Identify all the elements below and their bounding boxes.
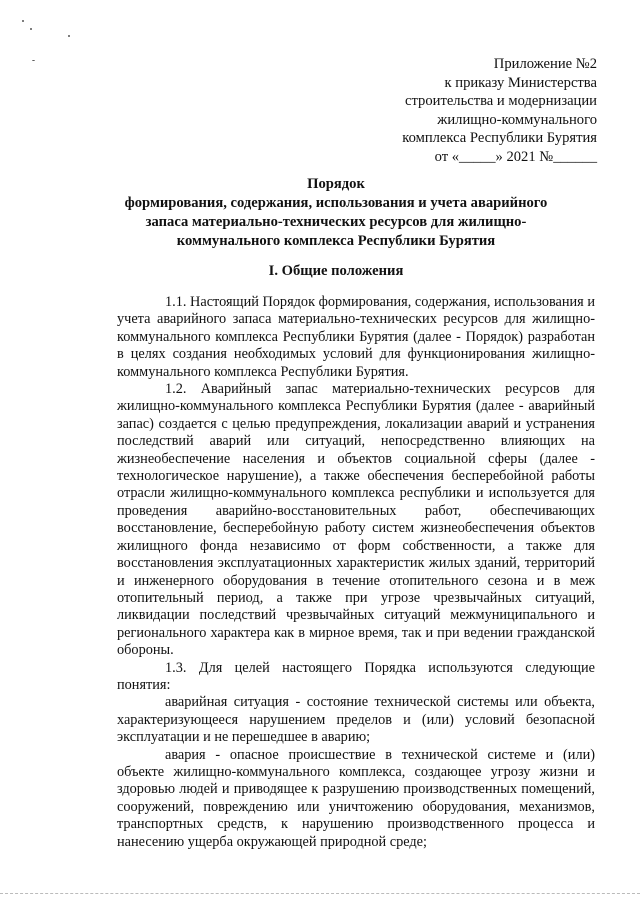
document-body <box>117 294 595 851</box>
paragraph: 1.2. Аварийный запас материально-технических ресурсов для жилищно-коммунального комплекса Республики Бурятия (далее - аварийный запас) создается с целью предупреждения, локализации аварий и устранения последствий аварий или ситуаций, непосредственно влияющих на жизнеобеспечение населения и объектов социальной сферы (далее - технологическое нарушение), а также обеспечения бесперебойной работы отрасли жилищно-коммунального комплекса республики и используется для проведения аварийно-восстановительных работ, обеспечивающих восстановление, бесперебойную работу систем жизнеобеспечения объектов жилищного фонда независимо от форм собственности, а также для восстановления эксплуатационных характеристик жилых зданий, территорий и инженерного оборудования в течение отопительного сезона и в меж отопительный период, а также при угрозе чрезвычайных ситуаций, ликвидации последствий чрезвычайных ситуаций межмуниципального и регионального характера как в мирное время, так и при ведении гражданской обороны. <box>117 381 595 659</box>
page-bottom-edge <box>0 893 640 894</box>
title-line: коммунального комплекса Республики Бурятия <box>176 233 496 249</box>
document-title <box>70 175 602 251</box>
paragraph: 1.3. Для целей настоящего Порядка используются следующие понятия: <box>117 659 595 693</box>
scan-speck <box>22 20 24 22</box>
paragraph: аварийная ситуация - состояние технической системы или объекта, характеризующееся нарушением пределов и (или) условий безопасной эксплуатации и не перешедшее в аварию; <box>117 694 595 746</box>
title-line: формирования, содержания, использования и учета аварийного <box>124 195 548 211</box>
appendix-block <box>337 55 597 167</box>
appendix-line: комплекса Республики Бурятия <box>402 130 597 147</box>
appendix-line: от «_____» 2021 №______ <box>434 148 597 165</box>
appendix-line: жилищно-коммунального <box>437 111 597 128</box>
scan-specks <box>20 18 80 78</box>
appendix-line: к приказу Министерства <box>444 74 597 91</box>
scan-speck <box>32 60 35 61</box>
section-heading: I. Общие положения <box>268 263 404 279</box>
paragraph: авария - опасное происшествие в технической системе и (или) объекте жилищно-коммунального комплекса, создающее угрозу жизни и здоровью людей и приводящее к разрушению производственных помещений, сооружений, повреждению или уничтожению оборудования, механизмов, транспортных средств, к нарушению производственного процесса и нанесению ущерба окружающей природной среде; <box>117 746 595 850</box>
title-line: Порядок <box>307 176 365 192</box>
scan-speck <box>30 28 32 30</box>
paragraph: 1.1. Настоящий Порядок формирования, содержания, использования и учета аварийного запаса материально-технических ресурсов для жилищно-коммунального комплекса Республики Бурятия (далее - Порядок) разработан в целях создания необходимых условий для функционирования жилищно-коммунального комплекса Республики Бурятия. <box>117 294 595 380</box>
appendix-line: строительства и модернизации <box>405 93 597 110</box>
scan-speck <box>68 35 70 37</box>
appendix-line: Приложение №2 <box>493 56 597 72</box>
title-line: запаса материально-технических ресурсов для жилищно- <box>145 214 527 230</box>
